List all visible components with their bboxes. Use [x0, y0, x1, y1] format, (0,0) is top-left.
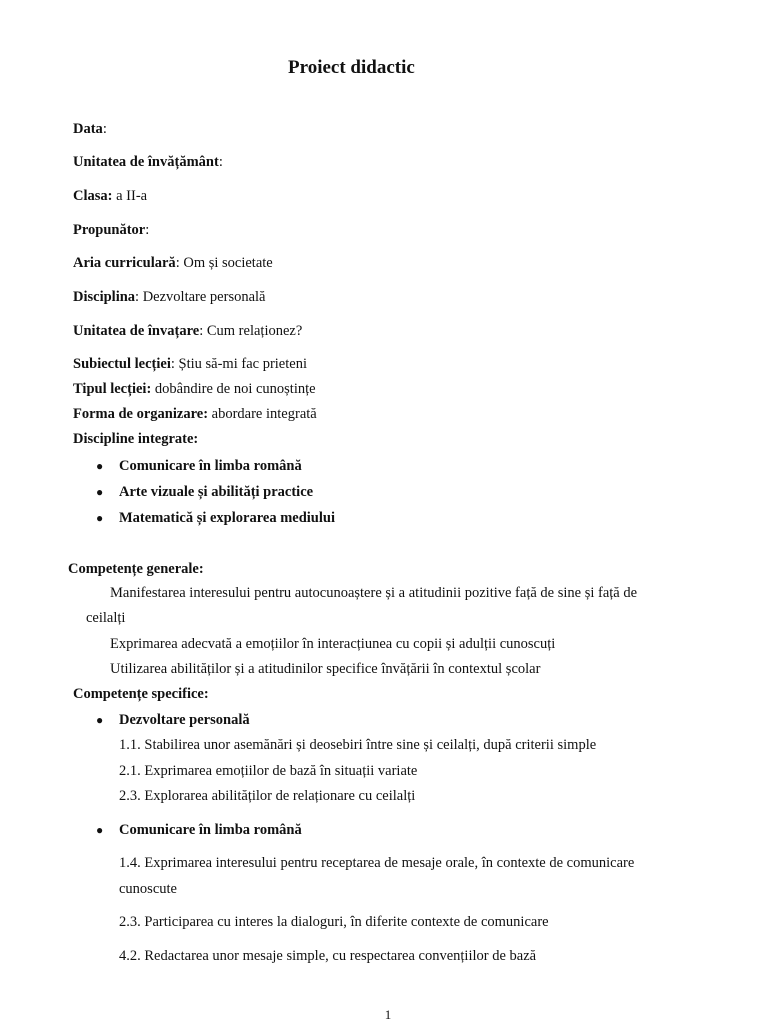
discipline-item-2: Arte vizuale și abilități practice [119, 484, 314, 500]
subiect-label: Subiectul lecției [73, 356, 171, 372]
field-forma [73, 405, 317, 423]
dezvoltare-personala-label: Dezvoltare personală [119, 712, 250, 728]
forma-label: Forma de organizare: [73, 406, 209, 422]
tipul-value: dobândire de noi cunoștințe [154, 381, 316, 397]
field-propunator: Propunător: [73, 222, 150, 238]
page-title [0, 57, 768, 79]
field-subiect [73, 355, 307, 373]
page-title-text: Proiect didactic [288, 57, 415, 78]
discipline-item-1: Comunicare în limba română [119, 458, 302, 474]
unitatea-invatamant-label: Unitatea de învățământ [73, 154, 219, 170]
competenta-specifica-item: 2.3. Participarea cu interes la dialoguri, în diferite contexte de comunicare [119, 914, 549, 930]
list-item [119, 457, 302, 475]
list-item [119, 711, 250, 729]
competente-generale-label: Competențe generale: [68, 561, 204, 577]
page-number: 1 [384, 1007, 392, 1022]
bullet-icon: ● [96, 713, 104, 727]
aria-value: : Om și societate [175, 255, 273, 271]
field-clasa [73, 187, 147, 205]
field-unitatea-invatamant: Unitatea de învățământ: [73, 154, 223, 170]
competente-specifice-heading [73, 685, 209, 703]
bullet-icon: ● [96, 511, 104, 525]
clasa-value: a II-a [116, 188, 148, 204]
field-unitatea-invatare [73, 322, 302, 340]
bullet-icon: ● [96, 485, 104, 499]
bullet-icon: ● [96, 823, 104, 837]
clasa-label: Clasa: [73, 188, 113, 204]
aria-label: Aria curriculară [73, 255, 176, 271]
comunicare-limba-romana-label: Comunicare în limba română [119, 822, 302, 838]
competenta-specifica-item: 2.3. Explorarea abilităților de relaționare cu ceilalți [119, 788, 416, 804]
list-item [119, 483, 313, 501]
list-item [119, 821, 302, 839]
competente-generale-heading [68, 560, 204, 578]
disciplina-value: : Dezvoltare personală [135, 289, 266, 305]
data-label: Data [73, 121, 103, 137]
unitatea-invatare-label: Unitatea de învațare [73, 323, 200, 339]
discipline-item-3: Matematică și explorarea mediului [119, 510, 335, 526]
field-aria-curriculara [73, 254, 273, 272]
disciplina-label: Disciplina [73, 289, 136, 305]
competenta-generala-item-continuation: ceilalți [86, 610, 126, 626]
competenta-specifica-item: 4.2. Redactarea unor mesaje simple, cu respectarea convențiilor de bază [119, 948, 537, 964]
tipul-label: Tipul lecției: [73, 381, 152, 397]
competenta-specifica-item: 1.4. Exprimarea interesului pentru receptarea de mesaje orale, în contexte de comunicare [119, 855, 635, 871]
list-item [119, 509, 335, 527]
competenta-specifica-item: 2.1. Exprimarea emoțiilor de bază în situații variate [119, 763, 418, 779]
subiect-value: : Știu să-mi fac prieteni [170, 356, 307, 372]
competenta-specifica-item: 1.1. Stabilirea unor asemănări și deosebiri între sine și ceilalți, după criterii simple [119, 737, 597, 753]
field-discipline-integrate [73, 430, 198, 448]
field-data: Data: [73, 121, 107, 137]
field-disciplina [73, 288, 265, 306]
competente-specifice-label: Competențe specifice: [73, 686, 209, 702]
competenta-generala-item: Exprimarea adecvată a emoțiilor în interacțiunea cu copii și adulții cunoscuți [110, 636, 556, 652]
unitatea-invatare-value: : Cum relaționez? [199, 323, 303, 339]
field-tipul [73, 380, 316, 398]
discipline-integrate-label: Discipline integrate: [73, 431, 199, 447]
forma-value: abordare integrată [211, 406, 317, 422]
bullet-icon: ● [96, 459, 104, 473]
competenta-generala-item: Manifestarea interesului pentru autocunoaștere și a atitudinii pozitive față de sine și față de [110, 585, 638, 601]
competenta-specifica-item-continuation: cunoscute [119, 881, 177, 897]
propunator-label: Propunător [73, 222, 146, 238]
competenta-generala-item: Utilizarea abilităților și a atitudinilor specifice învățării în contextul școlar [110, 661, 541, 677]
